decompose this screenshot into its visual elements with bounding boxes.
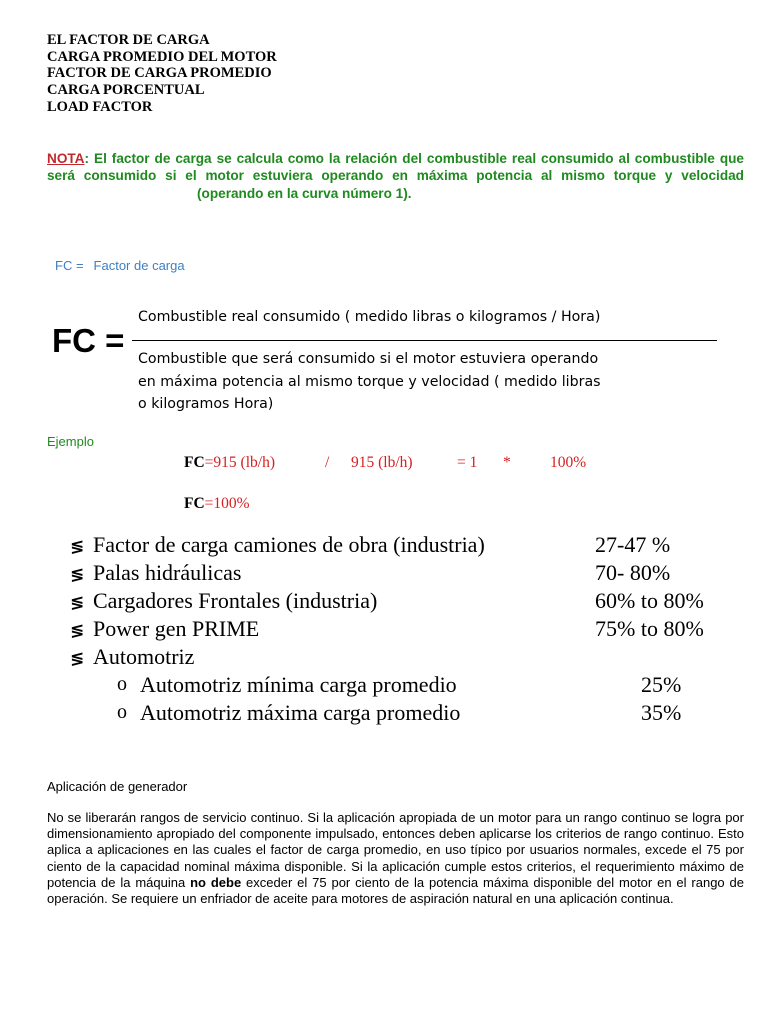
- nota-text: : El factor de carga se calcula como la relación del combustible real consumido al combustible que será consumido si el motor estuviera operando en máxima potencia al mismo torque y velocidad: [47, 151, 744, 184]
- list-item-value: 70- 80%: [595, 560, 671, 585]
- list-item-label: Power gen PRIME: [93, 616, 260, 641]
- paragraph-text: No se liberarán rangos de servicio continuo. Si la aplicación apropiada de un motor para un rango continuo se logra por dimensionamiento apropiado del componente impulsado, entonces deben aplicarse los criterios de rango continuo. Esto aplica a aplicaciones en las cuales el factor de carga promedio, en uso típico por usuarios normales, excede el 75 por ciento de la capacidad nominal máxima disponible. Si la aplicación cumple estos criterios, el requerimiento máximo de potencia de la máquina: [47, 810, 744, 890]
- formula-lhs: FC =: [52, 322, 125, 359]
- example-result: =100%: [204, 495, 250, 512]
- sub-item-value: 35%: [641, 700, 682, 725]
- body-paragraph: [47, 810, 744, 907]
- paragraph-text-end: exceder el 75 por ciento de la potencia máxima disponible del motor en el rango de operación. Se requiere un enfriador de aceite para motores de aspiración natural en una aplicación continua.: [47, 874, 744, 907]
- example-denominator: 915 (lb/h): [351, 454, 413, 471]
- title-line: CARGA PORCENTUAL: [47, 82, 205, 99]
- fc-symbol: FC =: [55, 258, 84, 273]
- example-label: Ejemplo: [47, 434, 94, 449]
- example-percent: 100%: [550, 454, 587, 471]
- denominator-line: Combustible que será consumido si el motor estuviera operando: [138, 351, 599, 367]
- fraction-bar: [132, 340, 717, 341]
- cummins-c-bullet-icon: ≶: [70, 593, 85, 613]
- title-line: EL FACTOR DE CARGA: [47, 32, 210, 48]
- cummins-c-bullet-icon: ≶: [70, 537, 85, 557]
- list-item-label: Cargadores Frontales (industria): [93, 588, 378, 613]
- list-item-value: 27-47 %: [595, 532, 671, 557]
- formula-numerator: Combustible real consumido ( medido libras o kilogramos / Hora): [138, 309, 601, 325]
- title-block: [47, 32, 277, 116]
- cummins-c-bullet-icon: ≶: [70, 621, 85, 641]
- section-title: Aplicación de generador: [47, 779, 188, 794]
- list-item-label: Automotriz: [93, 644, 195, 669]
- sub-item-label: Automotriz mínima carga promedio: [140, 672, 457, 697]
- cummins-c-bullet-icon: ≶: [70, 649, 85, 669]
- denominator-line: o kilogramos Hora): [138, 396, 274, 412]
- example-numerator: =915 (lb/h): [204, 454, 275, 471]
- fc-meaning: Factor de carga: [93, 258, 185, 273]
- title-line: FACTOR DE CARGA PROMEDIO: [47, 65, 272, 82]
- nota-paragraph: [47, 150, 744, 202]
- list-item-label: Factor de carga camiones de obra (industria): [93, 532, 485, 557]
- paragraph-bold: no debe: [190, 874, 242, 890]
- list-item-value: 60% to 80%: [595, 588, 704, 613]
- circle-o-bullet-icon: o: [117, 701, 127, 723]
- example-slash: /: [325, 454, 330, 471]
- sub-item-label: Automotriz máxima carga promedio: [140, 700, 461, 725]
- fc-definition: [55, 258, 185, 273]
- title-line: CARGA PROMEDIO DEL MOTOR: [47, 48, 277, 65]
- example-equals: = 1: [457, 454, 478, 471]
- example-fc: FC: [184, 454, 205, 471]
- list-item-label: Palas hidráulicas: [93, 560, 242, 585]
- list-item-value: 75% to 80%: [595, 616, 704, 641]
- cummins-c-bullet-icon: ≶: [70, 565, 85, 585]
- example-multiply: *: [503, 454, 511, 471]
- circle-o-bullet-icon: o: [117, 673, 127, 695]
- title-line: LOAD FACTOR: [47, 98, 153, 115]
- formula-denominator: [138, 348, 718, 416]
- nota-label: NOTA: [47, 151, 85, 166]
- example-fc-result: FC: [184, 495, 205, 512]
- sub-item-value: 25%: [641, 672, 682, 697]
- nota-text-end: (operando en la curva número 1).: [197, 185, 412, 201]
- denominator-line: en máxima potencia al mismo torque y velocidad ( medido libras: [138, 373, 601, 390]
